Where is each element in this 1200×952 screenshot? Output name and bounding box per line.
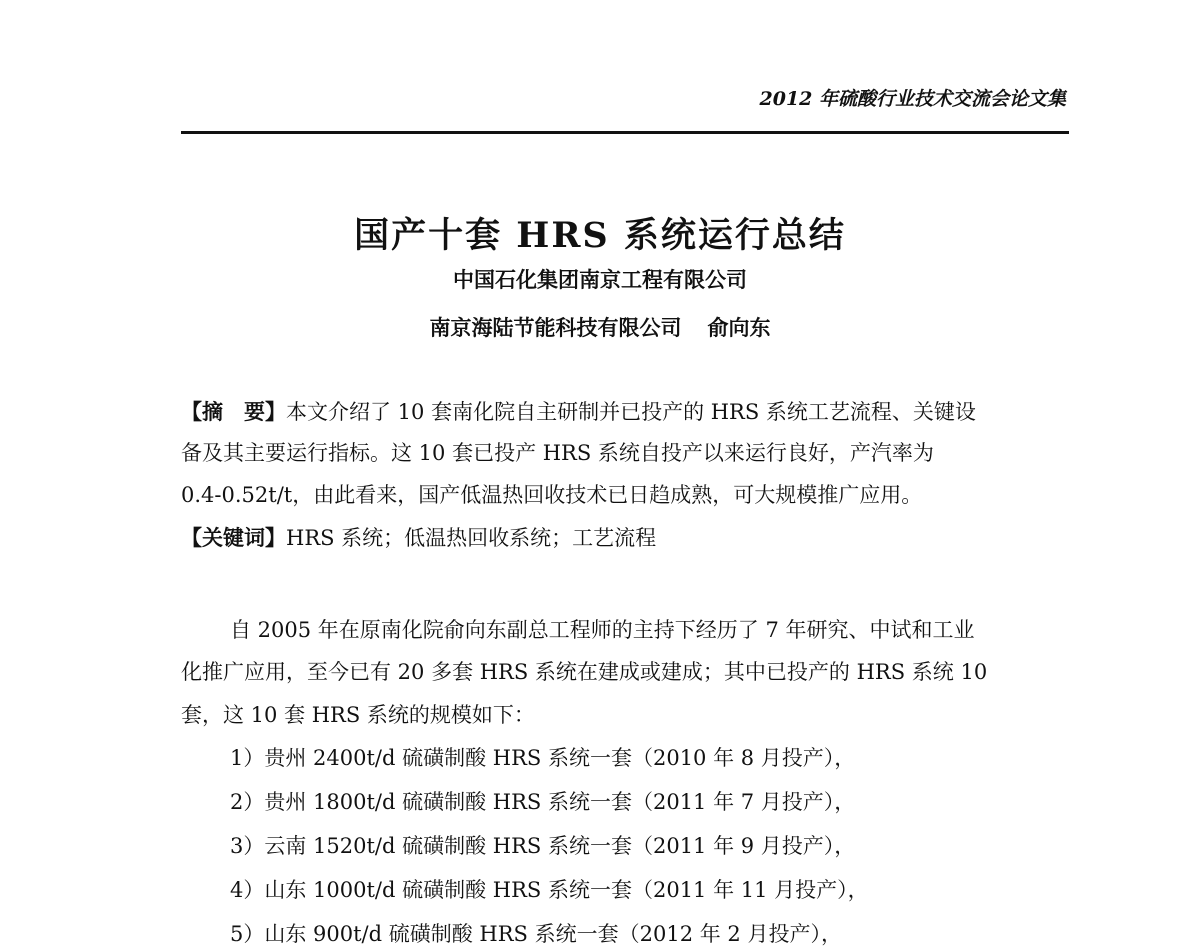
author-name: 俞向东: [707, 315, 771, 340]
keywords-text: HRS 系统；低温热回收系统；工艺流程: [286, 526, 657, 550]
body-line-2: 化推广应用，至今已有 20 多套 HRS 系统在建成或建成；其中已投产的 HRS 系统 10: [181, 660, 988, 684]
list-item: 2）贵州 1800t/d 硫磺制酸 HRS 系统一套（2011 年 7 月投产），: [230, 790, 856, 814]
abstract-line-2: 备及其主要运行指标。这 10 套已投产 HRS 系统自投产以来运行良好，产汽率为: [181, 441, 934, 465]
abstract-line-1: [181, 396, 976, 426]
body-line-3: 套，这 10 套 HRS 系统的规模如下：: [181, 703, 535, 727]
abstract-tag: 【摘 要】: [181, 399, 286, 424]
affiliation-2: 南京海陆节能科技有限公司: [429, 315, 682, 340]
abstract-text-1: 本文介绍了 10 套南化院自主研制并已投产的 HRS 系统工艺流程、关键设: [286, 400, 976, 424]
body-line-1: 自 2005 年在原南化院俞向东副总工程师的主持下经历了 7 年研究、中试和工业: [230, 618, 975, 642]
list-item: 1）贵州 2400t/d 硫磺制酸 HRS 系统一套（2010 年 8 月投产），: [230, 746, 856, 770]
paper-title: 国产十套 HRS 系统运行总结: [354, 215, 846, 256]
running-header: 2012 年硫酸行业技术交流会论文集: [759, 88, 1066, 110]
keywords-line: [181, 522, 656, 552]
affiliation-2-line: [0, 312, 1200, 342]
abstract-line-3: 0.4-0.52t/t，由此看来，国产低温热回收技术已日趋成熟，可大规模推广应用。: [181, 483, 923, 507]
affiliation-1: 中国石化集团南京工程有限公司: [453, 267, 747, 292]
header-rule: [181, 131, 1069, 134]
list-item: 4）山东 1000t/d 硫磺制酸 HRS 系统一套（2011 年 11 月投产），: [230, 878, 869, 902]
list-item: 3）云南 1520t/d 硫磺制酸 HRS 系统一套（2011 年 9 月投产），: [230, 834, 856, 858]
keywords-tag: 【关键词】: [181, 525, 286, 550]
list-item: 5）山东 900t/d 硫磺制酸 HRS 系统一套（2012 年 2 月投产），: [230, 922, 842, 946]
